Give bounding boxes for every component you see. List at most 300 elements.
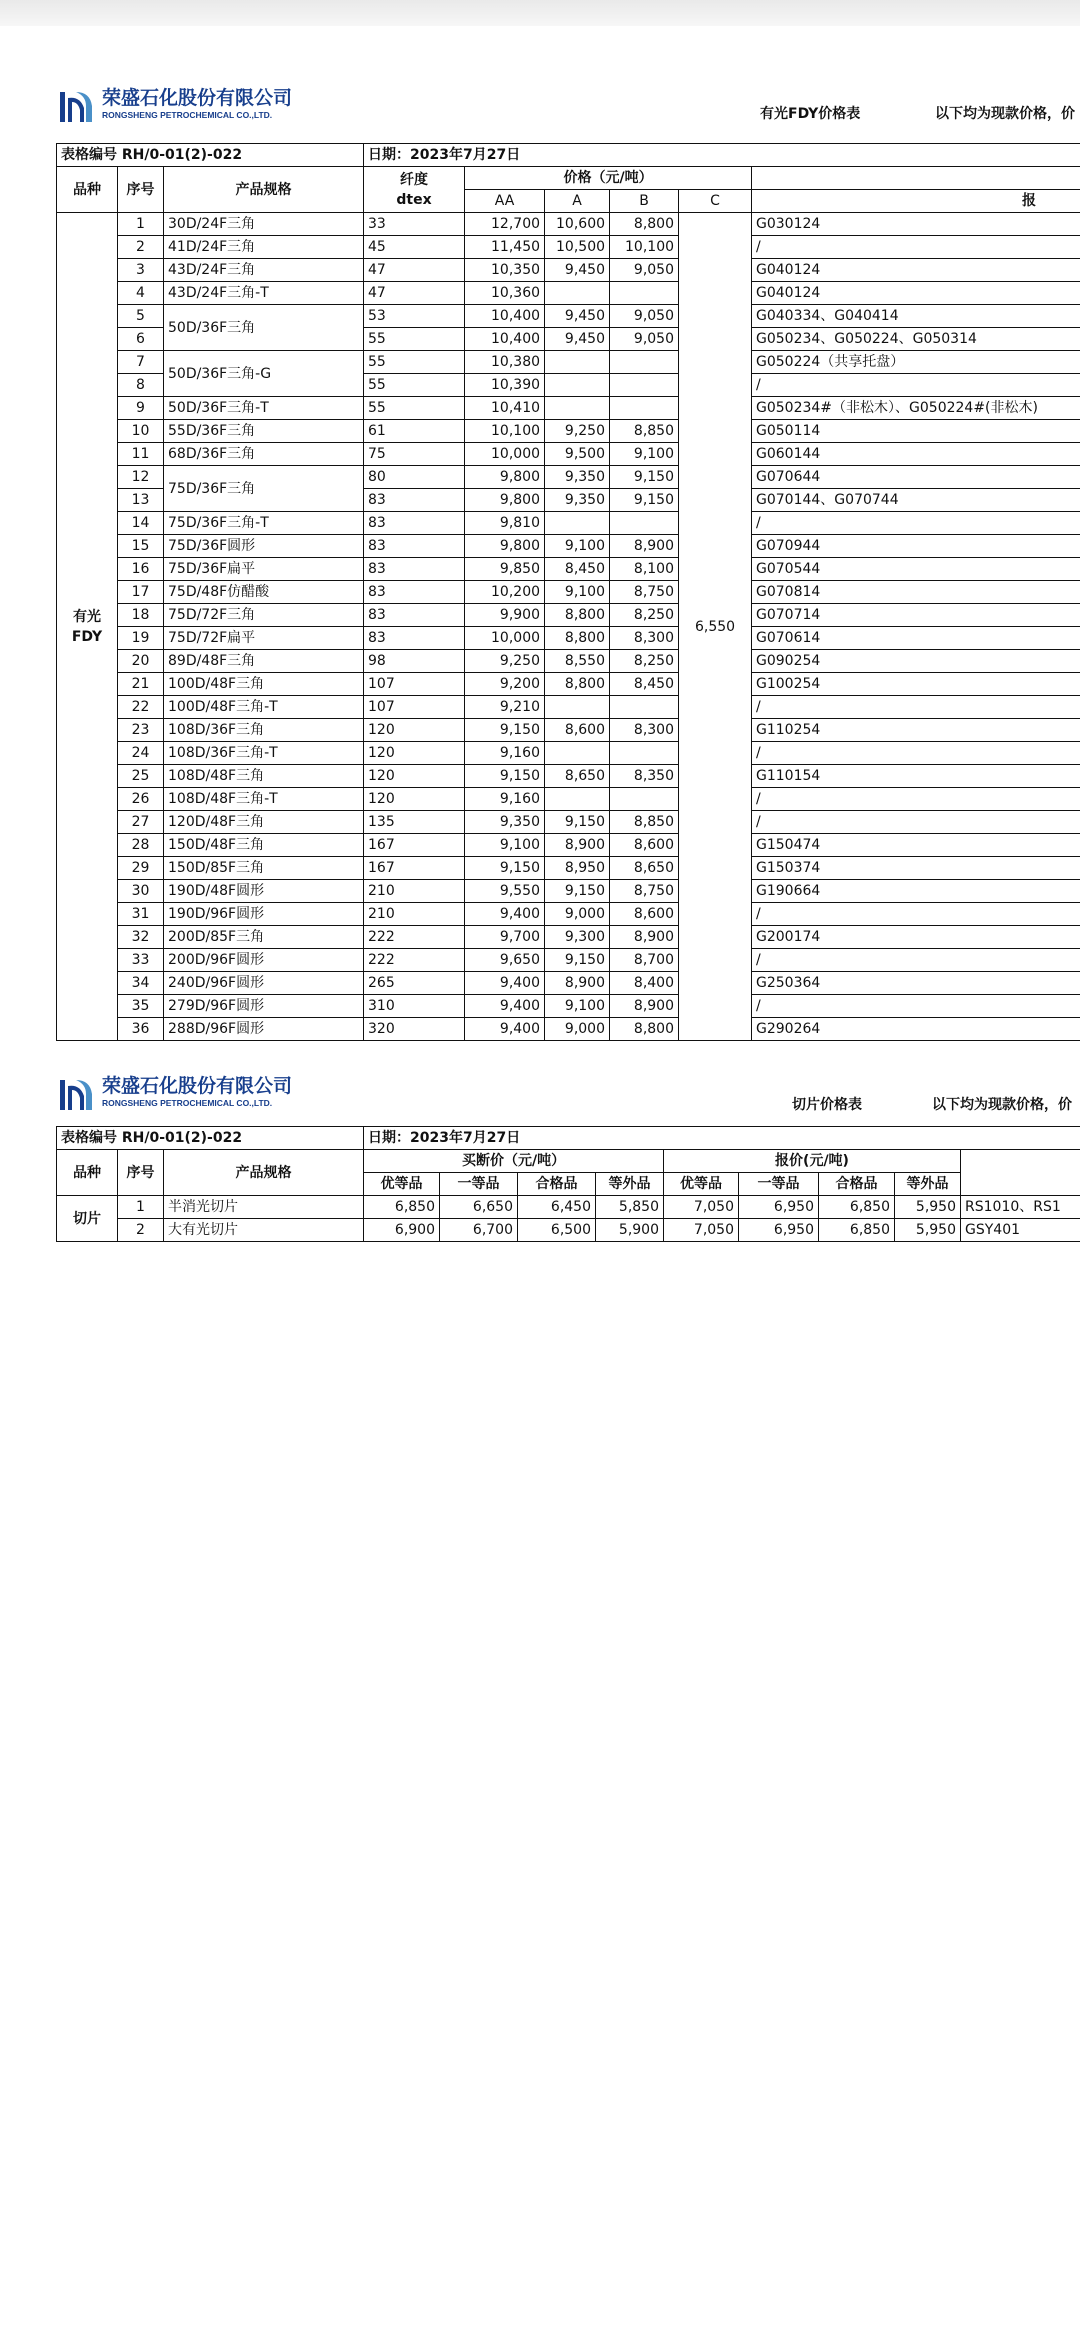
price-b-cell: 8,600 bbox=[610, 903, 679, 926]
price-a-cell: 10,600 bbox=[545, 213, 610, 236]
price-aa-cell: 10,350 bbox=[465, 259, 545, 282]
spec-cell: 190D/48F圆形 bbox=[164, 880, 364, 903]
spec-cell: 75D/72F扁平 bbox=[164, 627, 364, 650]
price-q3-cell: 6,850 bbox=[819, 1219, 895, 1242]
company-logo-icon bbox=[58, 88, 94, 124]
chips-header-spec: 产品规格 bbox=[164, 1150, 364, 1196]
fdy-sheet-title: 有光FDY价格表 bbox=[760, 106, 861, 122]
seq-cell: 33 bbox=[118, 949, 164, 972]
price-a-cell bbox=[545, 397, 610, 420]
code-cell: G070714 bbox=[752, 604, 1080, 627]
seq-cell: 17 bbox=[118, 581, 164, 604]
price-a-cell: 9,000 bbox=[545, 903, 610, 926]
dtex-cell: 120 bbox=[364, 742, 465, 765]
seq-cell: 3 bbox=[118, 259, 164, 282]
spec-cell: 50D/36F三角-G bbox=[164, 351, 364, 397]
price-aa-cell: 11,450 bbox=[465, 236, 545, 259]
chips-header-q3: 合格品 bbox=[819, 1173, 895, 1196]
dtex-cell: 167 bbox=[364, 834, 465, 857]
dtex-cell: 107 bbox=[364, 696, 465, 719]
price-c-cell: 6,550 bbox=[679, 213, 752, 1041]
dtex-cell: 75 bbox=[364, 443, 465, 466]
price-b-cell: 9,150 bbox=[610, 489, 679, 512]
seq-cell: 31 bbox=[118, 903, 164, 926]
chips-header-b2: 一等品 bbox=[440, 1173, 518, 1196]
code-cell: GSY401 bbox=[961, 1219, 1080, 1242]
table-row bbox=[57, 811, 1080, 834]
dtex-cell: 310 bbox=[364, 995, 465, 1018]
spec-cell: 50D/36F三角 bbox=[164, 305, 364, 351]
dtex-cell: 61 bbox=[364, 420, 465, 443]
code-cell: G030124 bbox=[752, 213, 1080, 236]
price-a-cell: 9,300 bbox=[545, 926, 610, 949]
table-row bbox=[57, 696, 1080, 719]
code-cell: G050234、G050224、G050314 bbox=[752, 328, 1080, 351]
code-cell: / bbox=[752, 512, 1080, 535]
price-b-cell bbox=[610, 374, 679, 397]
price-a-cell: 8,900 bbox=[545, 834, 610, 857]
price-b-cell: 8,450 bbox=[610, 673, 679, 696]
price-q2-cell: 6,950 bbox=[739, 1219, 819, 1242]
price-b-cell: 8,650 bbox=[610, 857, 679, 880]
price-b-cell bbox=[610, 397, 679, 420]
price-q1-cell: 7,050 bbox=[664, 1219, 739, 1242]
chips-variety-cell: 切片 bbox=[57, 1196, 118, 1242]
price-aa-cell: 9,250 bbox=[465, 650, 545, 673]
price-b-cell: 8,800 bbox=[610, 213, 679, 236]
price-a-cell: 9,450 bbox=[545, 328, 610, 351]
code-cell: G100254 bbox=[752, 673, 1080, 696]
seq-cell: 28 bbox=[118, 834, 164, 857]
dtex-cell: 320 bbox=[364, 1018, 465, 1041]
spec-cell: 50D/36F三角-T bbox=[164, 397, 364, 420]
seq-cell: 2 bbox=[118, 1219, 164, 1242]
price-b-cell: 9,150 bbox=[610, 466, 679, 489]
table-row bbox=[57, 1196, 1080, 1219]
spec-cell: 30D/24F三角 bbox=[164, 213, 364, 236]
fdy-price-table bbox=[56, 143, 1080, 1041]
seq-cell: 1 bbox=[118, 1196, 164, 1219]
price-aa-cell: 9,900 bbox=[465, 604, 545, 627]
spec-cell: 108D/36F三角-T bbox=[164, 742, 364, 765]
price-a-cell bbox=[545, 742, 610, 765]
spec-cell: 大有光切片 bbox=[164, 1219, 364, 1242]
table-row bbox=[57, 719, 1080, 742]
dtex-cell: 53 bbox=[364, 305, 465, 328]
table-row bbox=[57, 765, 1080, 788]
seq-cell: 6 bbox=[118, 328, 164, 351]
price-aa-cell: 9,800 bbox=[465, 466, 545, 489]
dtex-cell: 222 bbox=[364, 926, 465, 949]
dtex-cell: 135 bbox=[364, 811, 465, 834]
price-aa-cell: 9,210 bbox=[465, 696, 545, 719]
table-row bbox=[57, 995, 1080, 1018]
price-a-cell: 9,450 bbox=[545, 305, 610, 328]
seq-cell: 29 bbox=[118, 857, 164, 880]
code-cell: G200174 bbox=[752, 926, 1080, 949]
table-row bbox=[57, 282, 1080, 305]
price-b-cell: 8,400 bbox=[610, 972, 679, 995]
dtex-cell: 210 bbox=[364, 880, 465, 903]
code-cell: G040334、G040414 bbox=[752, 305, 1080, 328]
chips-header-variety: 品种 bbox=[57, 1150, 118, 1196]
price-a-cell bbox=[545, 512, 610, 535]
price-a-cell bbox=[545, 282, 610, 305]
spec-cell: 190D/96F圆形 bbox=[164, 903, 364, 926]
price-b-cell: 8,900 bbox=[610, 535, 679, 558]
price-b-cell: 8,750 bbox=[610, 880, 679, 903]
spec-cell: 108D/36F三角 bbox=[164, 719, 364, 742]
code-cell: / bbox=[752, 696, 1080, 719]
spec-cell: 75D/36F三角-T bbox=[164, 512, 364, 535]
code-cell: G110254 bbox=[752, 719, 1080, 742]
price-b-cell: 10,100 bbox=[610, 236, 679, 259]
dtex-cell: 83 bbox=[364, 535, 465, 558]
dtex-cell: 120 bbox=[364, 719, 465, 742]
code-cell: / bbox=[752, 995, 1080, 1018]
company-name-cn: 荣盛石化股份有限公司 bbox=[102, 1075, 293, 1097]
price-aa-cell: 9,100 bbox=[465, 834, 545, 857]
price-aa-cell: 9,400 bbox=[465, 1018, 545, 1041]
spec-cell: 100D/48F三角-T bbox=[164, 696, 364, 719]
price-a-cell: 9,000 bbox=[545, 1018, 610, 1041]
price-a-cell: 9,450 bbox=[545, 259, 610, 282]
code-cell: / bbox=[752, 811, 1080, 834]
table-row bbox=[57, 259, 1080, 282]
dtex-cell: 55 bbox=[364, 397, 465, 420]
dtex-cell: 45 bbox=[364, 236, 465, 259]
code-cell: / bbox=[752, 742, 1080, 765]
dtex-cell: 83 bbox=[364, 489, 465, 512]
spec-cell: 150D/48F三角 bbox=[164, 834, 364, 857]
chips-price-table bbox=[56, 1126, 1080, 1242]
price-a-cell: 8,900 bbox=[545, 972, 610, 995]
table-row bbox=[57, 926, 1080, 949]
dtex-cell: 120 bbox=[364, 765, 465, 788]
price-a-cell: 8,600 bbox=[545, 719, 610, 742]
price-b-cell: 9,050 bbox=[610, 328, 679, 351]
code-cell: G070944 bbox=[752, 535, 1080, 558]
price-a-cell: 8,800 bbox=[545, 673, 610, 696]
price-aa-cell: 10,380 bbox=[465, 351, 545, 374]
code-cell: / bbox=[752, 374, 1080, 397]
seq-cell: 21 bbox=[118, 673, 164, 696]
table-row bbox=[57, 673, 1080, 696]
table-row bbox=[57, 420, 1080, 443]
price-a-cell: 9,150 bbox=[545, 949, 610, 972]
price-aa-cell: 9,200 bbox=[465, 673, 545, 696]
price-aa-cell: 10,000 bbox=[465, 443, 545, 466]
spec-cell: 75D/36F圆形 bbox=[164, 535, 364, 558]
seq-cell: 13 bbox=[118, 489, 164, 512]
price-a-cell: 8,800 bbox=[545, 627, 610, 650]
table-row bbox=[57, 880, 1080, 903]
seq-cell: 22 bbox=[118, 696, 164, 719]
price-a-cell: 10,500 bbox=[545, 236, 610, 259]
price-b-cell: 8,300 bbox=[610, 627, 679, 650]
seq-cell: 11 bbox=[118, 443, 164, 466]
spec-cell: 55D/36F三角 bbox=[164, 420, 364, 443]
table-row bbox=[57, 972, 1080, 995]
table-row bbox=[57, 949, 1080, 972]
table-row bbox=[57, 834, 1080, 857]
dtex-cell: 107 bbox=[364, 673, 465, 696]
spec-cell: 200D/85F三角 bbox=[164, 926, 364, 949]
seq-cell: 15 bbox=[118, 535, 164, 558]
code-cell: G070614 bbox=[752, 627, 1080, 650]
price-q1-cell: 7,050 bbox=[664, 1196, 739, 1219]
price-b-cell: 8,100 bbox=[610, 558, 679, 581]
header-seq: 序号 bbox=[118, 167, 164, 213]
price-aa-cell: 9,700 bbox=[465, 926, 545, 949]
price-a-cell: 9,250 bbox=[545, 420, 610, 443]
price-a-cell: 8,550 bbox=[545, 650, 610, 673]
chips-header-remark bbox=[961, 1150, 1080, 1196]
dtex-cell: 210 bbox=[364, 903, 465, 926]
spec-cell: 68D/36F三角 bbox=[164, 443, 364, 466]
dtex-cell: 83 bbox=[364, 558, 465, 581]
dtex-cell: 47 bbox=[364, 282, 465, 305]
header-fineness bbox=[364, 167, 465, 213]
code-cell: G150474 bbox=[752, 834, 1080, 857]
spec-cell: 75D/36F扁平 bbox=[164, 558, 364, 581]
dtex-cell: 265 bbox=[364, 972, 465, 995]
company-name-cn: 荣盛石化股份有限公司 bbox=[102, 87, 293, 109]
price-aa-cell: 12,700 bbox=[465, 213, 545, 236]
table-row bbox=[57, 397, 1080, 420]
price-a-cell: 8,800 bbox=[545, 604, 610, 627]
table-row bbox=[57, 351, 1080, 374]
table-row bbox=[57, 213, 1080, 236]
code-cell: / bbox=[752, 949, 1080, 972]
table-row bbox=[57, 788, 1080, 811]
dtex-cell: 83 bbox=[364, 512, 465, 535]
dtex-cell: 83 bbox=[364, 604, 465, 627]
dtex-cell: 222 bbox=[364, 949, 465, 972]
price-a-cell bbox=[545, 351, 610, 374]
fdy-date: 日期：2023年7月27日 bbox=[364, 144, 1080, 167]
chips-header-q1: 优等品 bbox=[664, 1173, 739, 1196]
price-b-cell: 8,600 bbox=[610, 834, 679, 857]
price-aa-cell: 10,200 bbox=[465, 581, 545, 604]
seq-cell: 27 bbox=[118, 811, 164, 834]
price-a-cell: 8,450 bbox=[545, 558, 610, 581]
seq-cell: 24 bbox=[118, 742, 164, 765]
code-cell: G110154 bbox=[752, 765, 1080, 788]
spec-cell: 150D/85F三角 bbox=[164, 857, 364, 880]
table-row bbox=[57, 1219, 1080, 1242]
table-row bbox=[57, 443, 1080, 466]
price-b-cell: 9,050 bbox=[610, 259, 679, 282]
variety-label-line2: FDY bbox=[71, 628, 103, 645]
chips-sheet-title: 切片价格表 bbox=[792, 1097, 862, 1113]
seq-cell: 18 bbox=[118, 604, 164, 627]
price-a-cell bbox=[545, 374, 610, 397]
company-logo bbox=[58, 88, 292, 124]
dtex-cell: 55 bbox=[364, 351, 465, 374]
code-cell: / bbox=[752, 788, 1080, 811]
table-row bbox=[57, 466, 1080, 489]
fdy-form-no: 表格编号 RH/0-01(2)-022 bbox=[57, 144, 364, 167]
header-c: C bbox=[679, 190, 752, 213]
code-cell: G060144 bbox=[752, 443, 1080, 466]
chips-date: 日期：2023年7月27日 bbox=[364, 1127, 1080, 1150]
seq-cell: 16 bbox=[118, 558, 164, 581]
spec-cell: 89D/48F三角 bbox=[164, 650, 364, 673]
price-q4-cell: 5,950 bbox=[895, 1196, 961, 1219]
price-b4-cell: 5,900 bbox=[596, 1219, 664, 1242]
chips-header-quote: 报价(元/吨) bbox=[664, 1150, 961, 1173]
price-b-cell bbox=[610, 512, 679, 535]
header-aa: AA bbox=[465, 190, 545, 213]
header-b: B bbox=[610, 190, 679, 213]
dtex-cell: 55 bbox=[364, 374, 465, 397]
chips-header-seq: 序号 bbox=[118, 1150, 164, 1196]
code-cell: G090254 bbox=[752, 650, 1080, 673]
company-logo-icon bbox=[58, 1076, 94, 1112]
price-b-cell: 8,300 bbox=[610, 719, 679, 742]
price-b-cell: 8,350 bbox=[610, 765, 679, 788]
price-aa-cell: 9,350 bbox=[465, 811, 545, 834]
company-name-en: RONGSHENG PETROCHEMICAL CO.,LTD. bbox=[102, 1098, 273, 1108]
spec-cell: 半消光切片 bbox=[164, 1196, 364, 1219]
price-b2-cell: 6,700 bbox=[440, 1219, 518, 1242]
price-b-cell: 8,900 bbox=[610, 995, 679, 1018]
price-b-cell bbox=[610, 788, 679, 811]
price-aa-cell: 9,800 bbox=[465, 489, 545, 512]
price-b3-cell: 6,500 bbox=[518, 1219, 596, 1242]
price-b-cell: 8,900 bbox=[610, 926, 679, 949]
price-b-cell bbox=[610, 351, 679, 374]
price-aa-cell: 9,800 bbox=[465, 535, 545, 558]
seq-cell: 4 bbox=[118, 282, 164, 305]
price-b3-cell: 6,450 bbox=[518, 1196, 596, 1219]
header-dtex-label: dtex bbox=[396, 191, 432, 208]
price-a-cell: 9,350 bbox=[545, 466, 610, 489]
price-aa-cell: 10,390 bbox=[465, 374, 545, 397]
price-aa-cell: 9,650 bbox=[465, 949, 545, 972]
price-aa-cell: 10,000 bbox=[465, 627, 545, 650]
price-b-cell: 8,800 bbox=[610, 1018, 679, 1041]
spec-cell: 240D/96F圆形 bbox=[164, 972, 364, 995]
table-row bbox=[57, 1018, 1080, 1041]
code-cell: G050234#（非松木）、G050224#(非松木) bbox=[752, 397, 1080, 420]
price-q3-cell: 6,850 bbox=[819, 1196, 895, 1219]
price-aa-cell: 10,400 bbox=[465, 305, 545, 328]
code-cell: G040124 bbox=[752, 259, 1080, 282]
price-b1-cell: 6,850 bbox=[364, 1196, 440, 1219]
price-aa-cell: 10,360 bbox=[465, 282, 545, 305]
spec-cell: 43D/24F三角 bbox=[164, 259, 364, 282]
price-aa-cell: 9,550 bbox=[465, 880, 545, 903]
price-aa-cell: 9,810 bbox=[465, 512, 545, 535]
price-aa-cell: 10,100 bbox=[465, 420, 545, 443]
code-cell: G070144、G070744 bbox=[752, 489, 1080, 512]
table-row bbox=[57, 581, 1080, 604]
header-remark-label: 报 bbox=[752, 190, 1080, 213]
seq-cell: 5 bbox=[118, 305, 164, 328]
price-a-cell bbox=[545, 696, 610, 719]
price-aa-cell: 9,150 bbox=[465, 719, 545, 742]
price-b1-cell: 6,900 bbox=[364, 1219, 440, 1242]
chips-price-note: 以下均为现款价格，价 bbox=[932, 1097, 1072, 1113]
price-b4-cell: 5,850 bbox=[596, 1196, 664, 1219]
chips-header-buyout: 买断价（元/吨） bbox=[364, 1150, 664, 1173]
price-q4-cell: 5,950 bbox=[895, 1219, 961, 1242]
price-a-cell: 9,500 bbox=[545, 443, 610, 466]
table-row bbox=[57, 650, 1080, 673]
header-a: A bbox=[545, 190, 610, 213]
spec-cell: 288D/96F圆形 bbox=[164, 1018, 364, 1041]
company-name-en: RONGSHENG PETROCHEMICAL CO.,LTD. bbox=[102, 110, 273, 120]
seq-cell: 30 bbox=[118, 880, 164, 903]
chips-form-no: 表格编号 RH/0-01(2)-022 bbox=[57, 1127, 364, 1150]
price-aa-cell: 9,150 bbox=[465, 857, 545, 880]
code-cell: G070544 bbox=[752, 558, 1080, 581]
spec-cell: 108D/48F三角-T bbox=[164, 788, 364, 811]
seq-cell: 35 bbox=[118, 995, 164, 1018]
seq-cell: 10 bbox=[118, 420, 164, 443]
header-fineness-label: 纤度 bbox=[400, 171, 429, 188]
price-a-cell: 9,100 bbox=[545, 995, 610, 1018]
seq-cell: 14 bbox=[118, 512, 164, 535]
seq-cell: 32 bbox=[118, 926, 164, 949]
code-cell: G150374 bbox=[752, 857, 1080, 880]
seq-cell: 9 bbox=[118, 397, 164, 420]
price-aa-cell: 10,410 bbox=[465, 397, 545, 420]
price-a-cell: 9,100 bbox=[545, 581, 610, 604]
spec-cell: 120D/48F三角 bbox=[164, 811, 364, 834]
price-a-cell: 9,100 bbox=[545, 535, 610, 558]
price-aa-cell: 9,400 bbox=[465, 995, 545, 1018]
table-row bbox=[57, 512, 1080, 535]
seq-cell: 8 bbox=[118, 374, 164, 397]
code-cell: / bbox=[752, 903, 1080, 926]
seq-cell: 26 bbox=[118, 788, 164, 811]
price-b-cell: 8,750 bbox=[610, 581, 679, 604]
company-logo-2 bbox=[58, 1076, 292, 1112]
fdy-table-clip bbox=[56, 143, 1080, 1055]
code-cell: G190664 bbox=[752, 880, 1080, 903]
spec-cell: 279D/96F圆形 bbox=[164, 995, 364, 1018]
chips-header-q2: 一等品 bbox=[739, 1173, 819, 1196]
seq-cell: 20 bbox=[118, 650, 164, 673]
chips-header-b1: 优等品 bbox=[364, 1173, 440, 1196]
seq-cell: 7 bbox=[118, 351, 164, 374]
dtex-cell: 120 bbox=[364, 788, 465, 811]
price-aa-cell: 9,850 bbox=[465, 558, 545, 581]
price-b-cell bbox=[610, 696, 679, 719]
price-b-cell bbox=[610, 742, 679, 765]
price-aa-cell: 9,400 bbox=[465, 972, 545, 995]
price-b-cell bbox=[610, 282, 679, 305]
table-row bbox=[57, 903, 1080, 926]
code-cell: G050114 bbox=[752, 420, 1080, 443]
price-q2-cell: 6,950 bbox=[739, 1196, 819, 1219]
spec-cell: 75D/72F三角 bbox=[164, 604, 364, 627]
top-band bbox=[0, 0, 1080, 26]
fdy-price-note: 以下均为现款价格，价 bbox=[935, 106, 1075, 122]
code-cell: G050224（共享托盘） bbox=[752, 351, 1080, 374]
price-aa-cell: 9,160 bbox=[465, 742, 545, 765]
header-remark bbox=[752, 167, 1080, 190]
price-aa-cell: 9,160 bbox=[465, 788, 545, 811]
code-cell: G250364 bbox=[752, 972, 1080, 995]
seq-cell: 25 bbox=[118, 765, 164, 788]
price-b-cell: 8,700 bbox=[610, 949, 679, 972]
variety-label-line1: 有光 bbox=[73, 608, 101, 625]
chips-header-b4: 等外品 bbox=[596, 1173, 664, 1196]
